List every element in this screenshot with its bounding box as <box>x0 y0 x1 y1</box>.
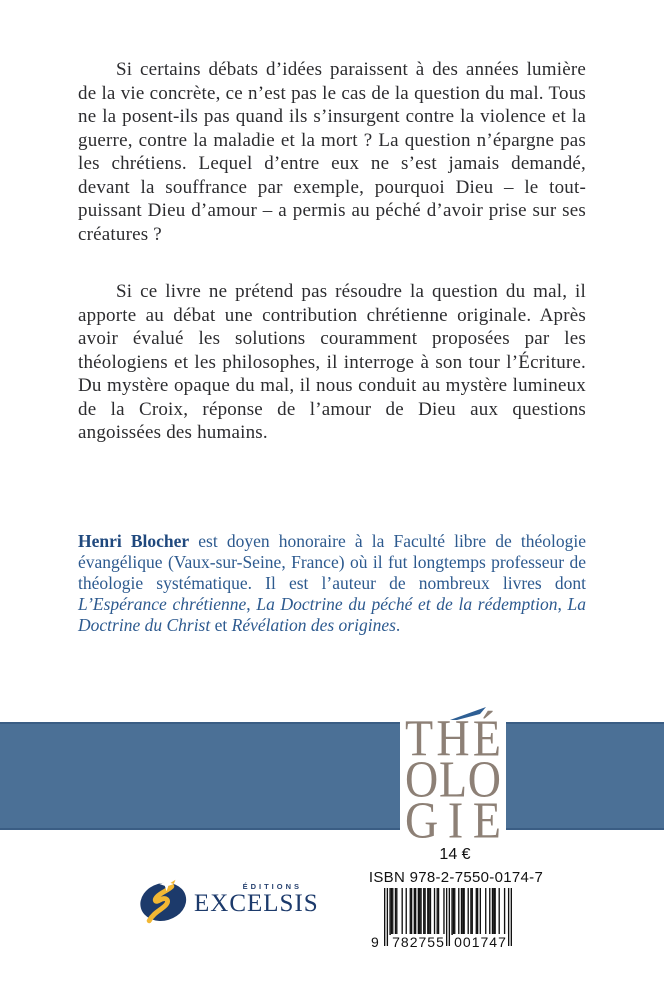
category-line-2: O L O <box>405 750 501 808</box>
synopsis-paragraph-1: Si certains débats d’idées paraissent à des années lumière de la vie concrète, ce n’est pas le cas de la question du mal. Tous ne la posent-ils pas quand ils s’insurgent contre la violence et la guerre, contre la maladie et la mort ? La question n’épargne pas les chrétiens. Lequel d’entre eux ne s’est jamais demandé, devant la souffrance par exemple, pourquoi Dieu – le tout-puissant Dieu d’amour – a permis au péché d’avoir prise sur ses créatures ? <box>78 59 586 245</box>
isbn-label: ISBN 978-2-7550-0174-7 <box>368 869 544 886</box>
publisher-wordmark <box>194 882 319 917</box>
author-bio: Henri Blocher est doyen honoraire à la Faculté libre de théologie évangélique (Vaux-sur-Seine, France) où il fut longtemps professeur de théologie systématique. Il est l’auteur de nombreux livres dont L’Espérance chrétienne, La Doctrine du péché et de la rédemption, La Doctrine du Christ et Révélation des origines. <box>78 531 586 635</box>
publisher-name: EXCELSIS <box>194 890 319 917</box>
website-url: www.XL6.com <box>153 927 288 948</box>
category-line-1: T H É <box>405 709 501 767</box>
editions-label: ÉDITIONS <box>242 882 302 891</box>
barcode-right-digits: 001747 <box>454 934 507 950</box>
barcode-first-digit: 9 <box>371 934 379 950</box>
excelsis-logo-icon <box>136 876 190 926</box>
category-label <box>405 709 501 849</box>
price-label: 14 € <box>439 846 471 863</box>
synopsis-paragraph-2: Si ce livre ne prétend pas résoudre la question du mal, il apporte au débat une contribution chrétienne originale. Après avoir évalué les solutions couramment proposées par les théologiens et les philosophes, il interroge à son tour l’Écriture. Du mystère opaque du mal, il nous conduit au mystère lumineux de la Croix, réponse de l’amour de Dieu aux questions angoissées des humains. <box>78 281 586 443</box>
barcode <box>371 888 512 950</box>
barcode-left-digits: 782755 <box>392 934 445 950</box>
website-bar <box>137 924 304 952</box>
category-line-3: G I E <box>405 791 501 849</box>
category-label-box <box>400 705 506 849</box>
category-band <box>0 722 664 830</box>
